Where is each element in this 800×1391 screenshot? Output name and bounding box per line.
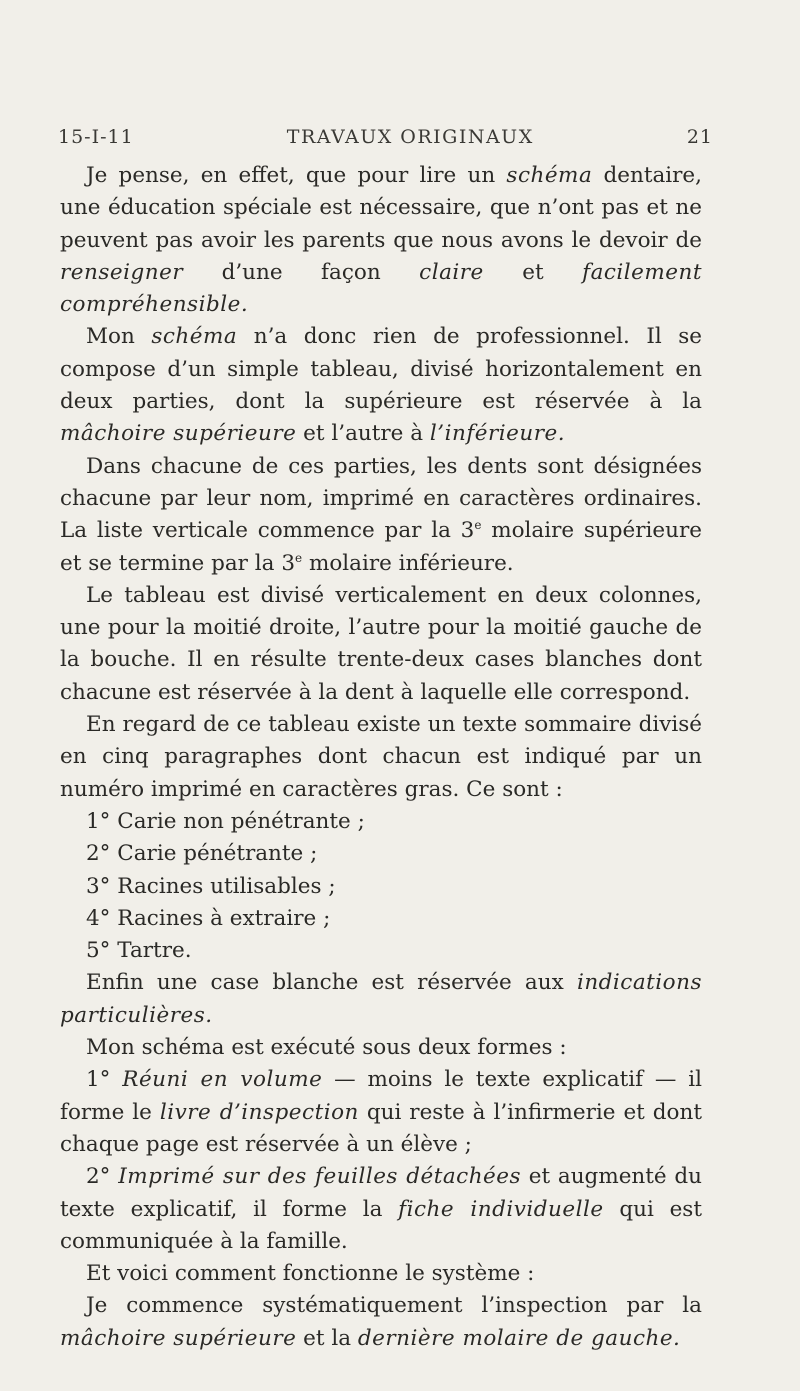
list-text: Carie pénétrante ; (117, 841, 318, 867)
text-span: Je pense, en effet, que pour lire un (86, 163, 507, 188)
text-span: molaire supérieure et se termine par la 3 (60, 518, 702, 576)
text-span: molaire inférieure. (302, 550, 514, 576)
text-span: et l’autre à (296, 421, 430, 447)
text-span: qui reste à l’infirmerie et dont chaque page est réservée à un élève ; (60, 1099, 702, 1157)
text-span: d’une façon (183, 259, 420, 285)
text-span: Dans chacune de ces parties, les dents sont désignées chacune par leur nom, imprimé en caractères ordinaires. La liste verticale commence par la 3 (60, 453, 702, 544)
text-span: Mon (86, 324, 152, 350)
paragraph-5: En regard de ce tableau existe un texte sommaire divisé en cinq paragraphes dont chacun est indiqué par un numéro imprimé en caractères gras. Ce sont : (60, 712, 702, 802)
list-item-1 (60, 806, 702, 838)
list-text: Carie non pénétrante ; (117, 808, 365, 834)
list-text: Racines à extraire ; (117, 905, 331, 931)
text-span: et la (296, 1325, 358, 1351)
list-text: Tartre. (117, 938, 192, 964)
italic-span: mâchoire supérieure (60, 421, 297, 447)
italic-span: dernière molaire de gauche. (357, 1325, 681, 1351)
text-span: Je commence systématiquement l’inspection par la (86, 1293, 702, 1319)
italic-span: schéma (151, 324, 238, 350)
text-span: et (483, 259, 583, 285)
list-number: 5° (86, 938, 111, 964)
paragraph-11 (60, 1290, 702, 1355)
text-span: dentaire, une éducation spéciale est nécessaire, que n’ont pas et ne peuvent pas avoir les parents que nous avons le devoir de (60, 163, 702, 253)
header-title: TRAVAUX ORIGINAUX (286, 126, 534, 148)
list-item-3 (60, 871, 702, 903)
list-number: 3° (86, 873, 111, 899)
italic-span: schéma (506, 163, 593, 188)
italic-span: indications particulières. (60, 970, 702, 1028)
text-span: et augmenté du texte explicatif, il forme la (60, 1164, 703, 1222)
list-number: 1° (86, 808, 111, 834)
italic-span: Imprimé sur des feuilles détachées (118, 1164, 522, 1190)
italic-span: fiche individuelle (398, 1196, 604, 1222)
paragraph-6 (60, 967, 702, 1032)
superscript: e (295, 550, 303, 565)
list-item-2 (60, 838, 702, 870)
paragraph-9 (60, 1161, 702, 1258)
list-number: 4° (86, 905, 111, 931)
superscript: e (474, 518, 482, 533)
italic-span: claire (419, 259, 484, 285)
italic-span: livre d’inspection (159, 1099, 359, 1125)
running-head (58, 126, 713, 148)
italic-span: Réuni en volume (122, 1067, 323, 1093)
text-span: Enfin une case blanche est réservée aux (86, 970, 577, 996)
text-span: — moins le texte explicatif — il forme le (60, 1067, 702, 1125)
paragraph-2 (60, 321, 702, 450)
header-date: 15-I-11 (58, 126, 134, 148)
paragraph-1 (60, 160, 702, 321)
list-number: 2° (86, 841, 111, 867)
list-item-4 (60, 903, 702, 935)
italic-span: l’inférieure. (429, 421, 566, 447)
paragraph-10: Et voici comment fonctionne le système : (86, 1261, 535, 1287)
paragraph-4: Le tableau est divisé verticalement en deux colonnes, une pour la moitié droite, l’autre pour la moitié gauche de la bouche. Il en résulte trente-deux cases blanches dont chacune est réservée à la dent à laquelle elle correspond. (60, 582, 702, 705)
list-number: 2° (86, 1164, 111, 1190)
text-span: n’a donc rien de professionnel. Il se compose d’un simple tableau, divisé horizontalement en deux parties, dont la supérieure est réservée à la (60, 324, 703, 415)
italic-span: mâchoire supérieure (60, 1325, 297, 1351)
body-text (60, 160, 702, 1355)
list-text: Racines utilisables ; (117, 873, 336, 899)
paragraph-7: Mon schéma est exécuté sous deux formes : (86, 1035, 567, 1061)
paragraph-3 (60, 451, 702, 580)
italic-span: facilement compréhensible. (60, 259, 702, 318)
page-number: 21 (686, 126, 713, 148)
text-span: qui est communiquée à la famille. (60, 1196, 702, 1254)
italic-span: renseigner (60, 259, 184, 285)
list-item-5 (60, 935, 702, 967)
paragraph-8 (60, 1064, 702, 1161)
list-number: 1° (86, 1067, 111, 1093)
